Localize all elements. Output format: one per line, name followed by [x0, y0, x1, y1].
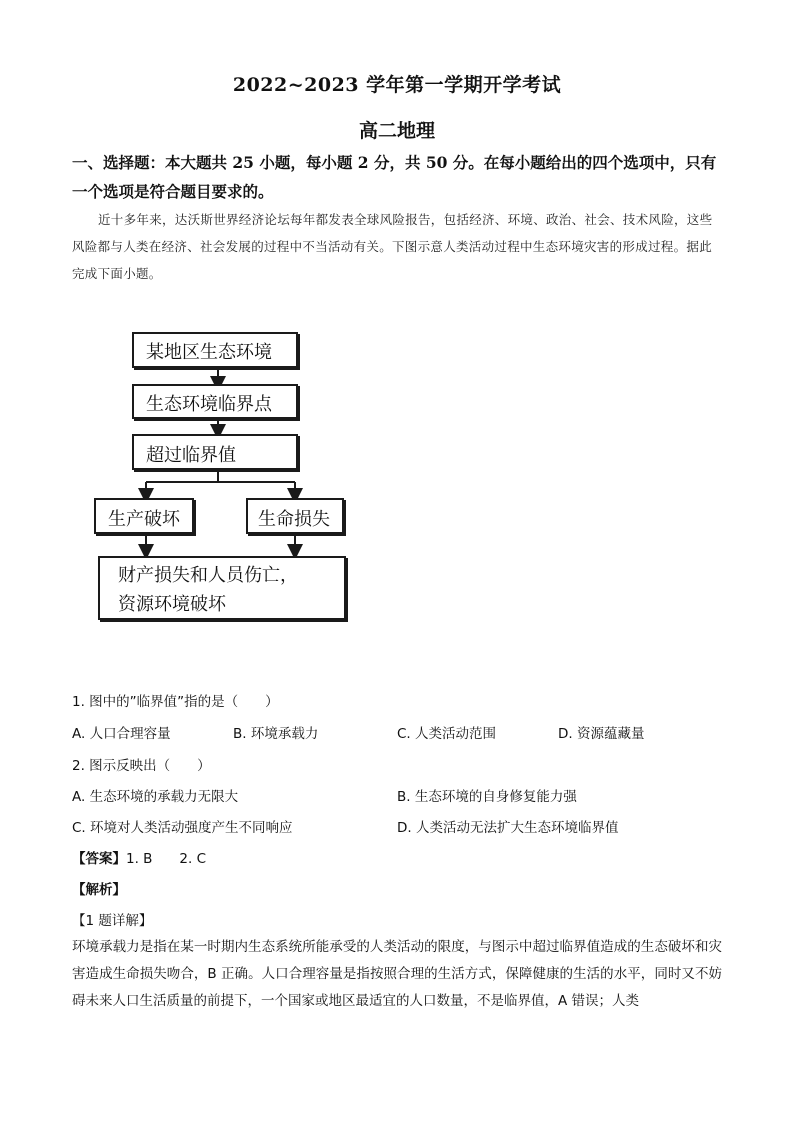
q1-option-a[interactable]: A. 人口合理容量: [72, 726, 171, 742]
box-critical-point: 生态环境临界点: [132, 384, 298, 419]
box-ecological-environment: 某地区生态环境: [132, 332, 298, 368]
q1-option-d[interactable]: D. 资源蕴藏量: [558, 726, 645, 742]
question-2-stem: 2. 图示反映出（ ）: [72, 758, 211, 774]
exam-title: 2022~2023 学年第一学期开学考试: [232, 74, 562, 96]
box-production-damage: 生产破坏: [94, 498, 194, 534]
q2-option-a[interactable]: A. 生态环境的承载力无限大: [72, 789, 239, 805]
answer-line: [72, 847, 206, 867]
question-1-stem: 1. 图中的”临界值”指的是（ ）: [72, 694, 279, 710]
box-property-loss: 财产损失和人员伤亡， 资源环境破坏: [98, 556, 346, 620]
exam-subject: 高二地理: [358, 120, 435, 142]
question-intro: 近十多年来，达沃斯世界经济论坛每年都发表全球风险报告，包括经济、环境、政治、社会、技术风险，这些风险都与人类在经济、社会发展的过程中不当活动有关。下图示意人类活动过程中生态环境灾害的形成过程。据此完成下面小题。: [72, 212, 713, 281]
analysis-sub-label: 【1 题详解】: [72, 913, 153, 929]
q2-option-c[interactable]: C. 环境对人类活动强度产生不同响应: [72, 820, 293, 836]
section-heading: 一、选择题：本大题共 25 小题，每小题 2 分，共 50 分。在每小题给出的四个选项中，只有一个选项是符合题目要求的。: [72, 153, 717, 201]
q2-option-d[interactable]: D. 人类活动无法扩大生态环境临界值: [397, 820, 619, 836]
analysis-label: 【解析】: [72, 882, 126, 898]
answer-text: 1. B 2. C: [126, 851, 207, 867]
q1-option-b[interactable]: B. 环境承载力: [233, 726, 319, 742]
box-exceed-threshold: 超过临界值: [132, 434, 298, 470]
answer-label: 【答案】: [72, 851, 126, 867]
flow-diagram: [80, 322, 380, 632]
analysis-text: 环境承载力是指在某一时期内生态系统所能承受的人类活动的限度，与图示中超过临界值造成的生态破坏和灾害造成生命损失吻合，B 正确。人口合理容量是指按照合理的生活方式，保障健康的生活的水平，同时又不妨碍未来人口生活质量的前提下，一个国家或地区最适宜的人口数量，不是临界值，A 错误；人类: [72, 939, 722, 1009]
q2-option-b[interactable]: B. 生态环境的自身修复能力强: [397, 789, 577, 805]
q1-option-c[interactable]: C. 人类活动范围: [397, 726, 497, 742]
box-life-loss: 生命损失: [246, 498, 344, 534]
